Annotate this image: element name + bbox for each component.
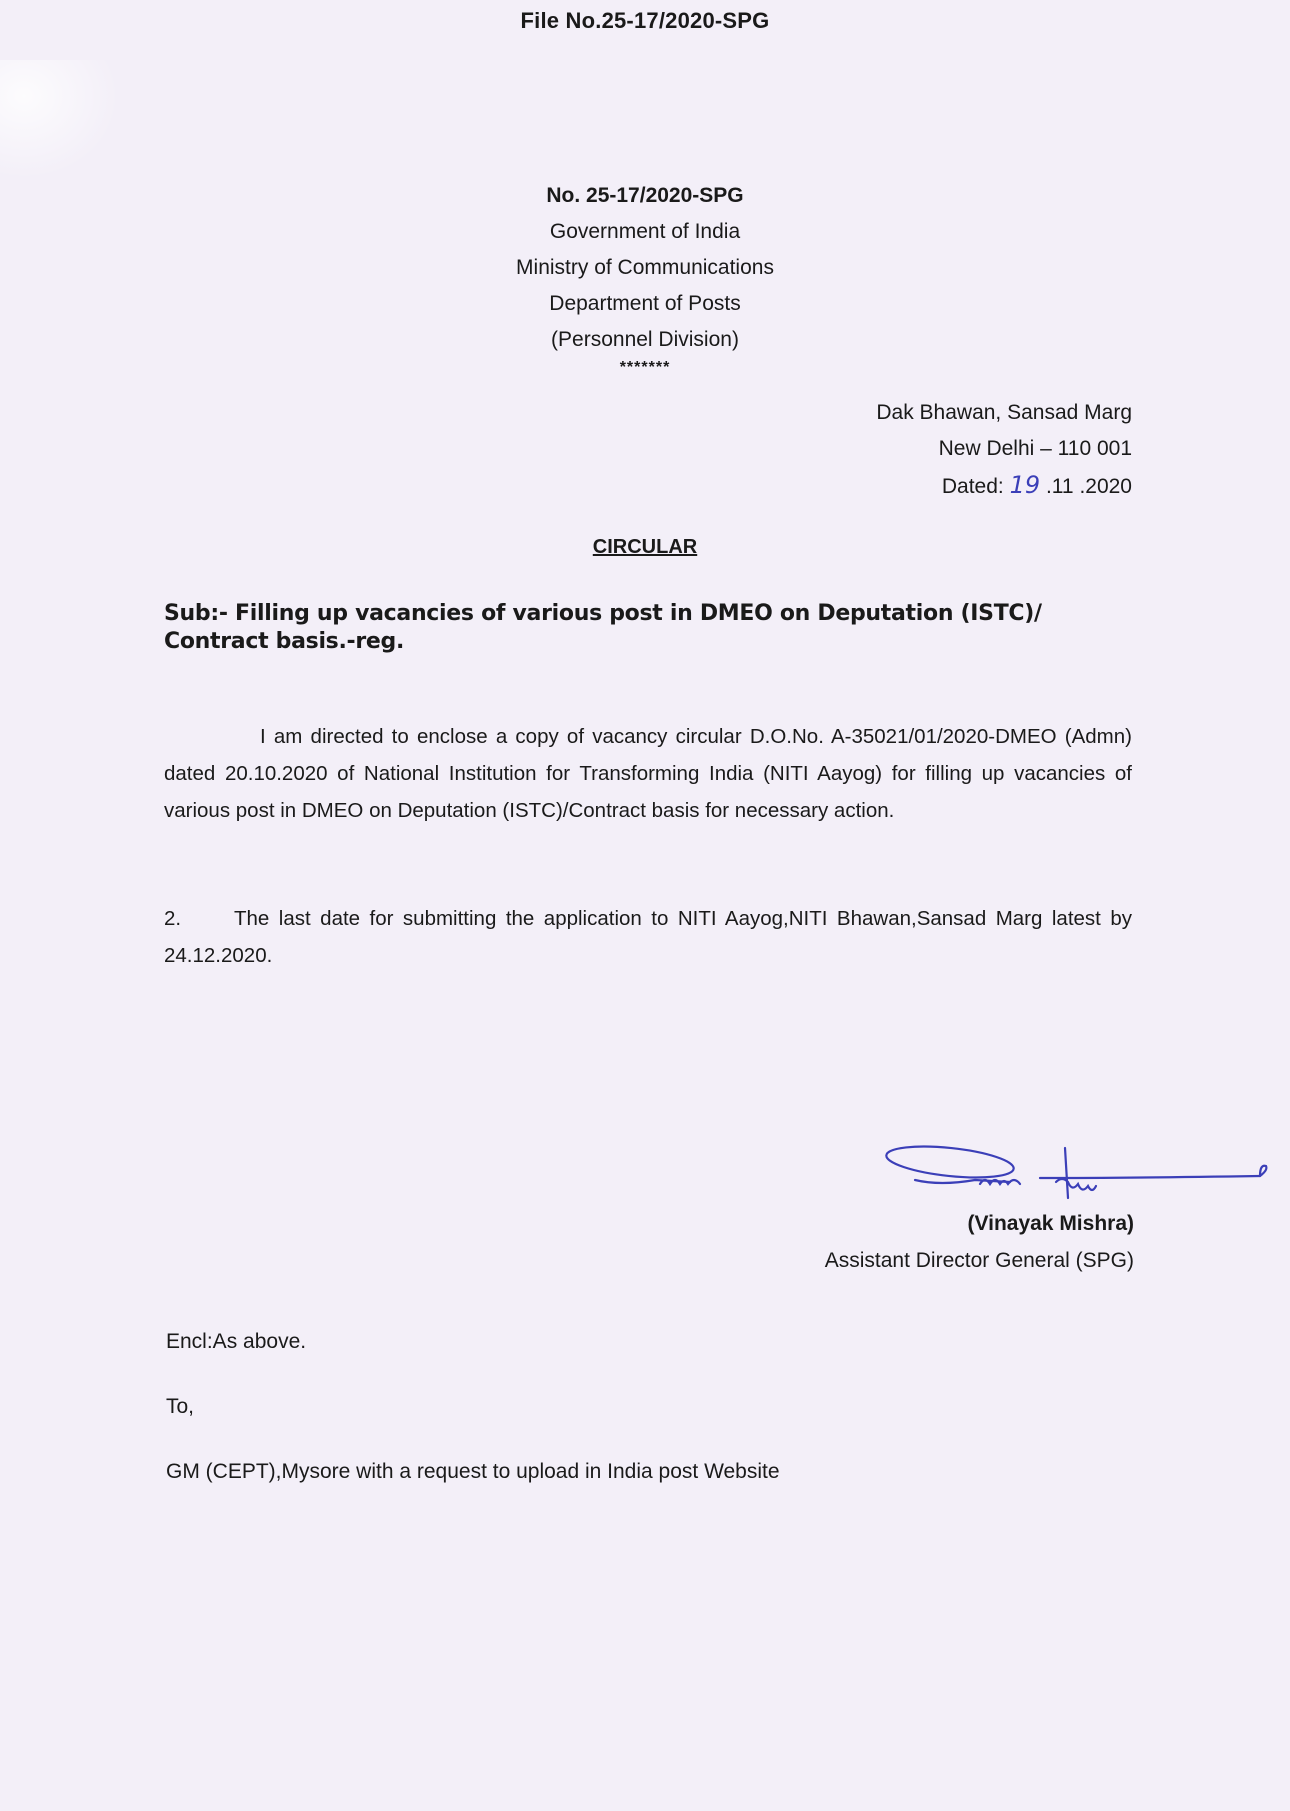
address-line-2: New Delhi – 110 001 — [938, 437, 1132, 460]
address-block — [876, 395, 1132, 505]
signature-icon — [880, 1140, 1280, 1220]
to-label: To, — [166, 1395, 195, 1418]
dated-label: Dated: — [941, 475, 1004, 498]
body-paragraph-2 — [164, 900, 1132, 974]
letterhead-government: Government of India — [549, 220, 741, 243]
recipient: GM (CEPT),Mysore with a request to upload in India post Website — [166, 1460, 780, 1483]
letterhead-ministry: Ministry of Communications — [516, 256, 774, 279]
paper-crease — [0, 60, 120, 180]
letterhead — [0, 178, 1290, 378]
file-number-header: File No.25-17/2020-SPG — [520, 8, 770, 33]
paragraph-2-text: The last date for submitting the application to NITI Aayog,NITI Bhawan,Sansad Marg latest by 24.12.2020. — [164, 907, 1132, 967]
address-line-1: Dak Bhawan, Sansad Marg — [876, 401, 1132, 424]
letterhead-department: Department of Posts — [549, 292, 741, 315]
signatory-designation: Assistant Director General (SPG) — [824, 1249, 1134, 1272]
body-paragraph-1: I am directed to enclose a copy of vacancy circular D.O.No. A-35021/01/2020-DMEO (Admn) dated 20.10.2020 of National Institution for Transforming India (NITI Aayog) for filling up vacancies of various post in DMEO on Deputation (ISTC)/Contract basis for necessary action. — [164, 725, 1132, 822]
dated-line — [876, 467, 1132, 505]
reference-number: No. 25-17/2020-SPG — [546, 184, 744, 207]
enclosure-note: Encl:As above. — [166, 1330, 307, 1353]
handwritten-day: 19 — [1009, 471, 1041, 499]
subject-line: Sub:- Filling up vacancies of various post in DMEO on Deputation (ISTC)/ Contract basis.-reg. — [164, 601, 1042, 654]
signatory-name: (Vinayak Mishra) — [967, 1212, 1134, 1235]
separator: ******* — [619, 359, 671, 376]
paragraph-number: 2. — [164, 907, 182, 930]
letterhead-division: (Personnel Division) — [551, 328, 739, 351]
dated-rest: .11 .2020 — [1045, 475, 1132, 498]
circular-title: CIRCULAR — [592, 536, 698, 558]
